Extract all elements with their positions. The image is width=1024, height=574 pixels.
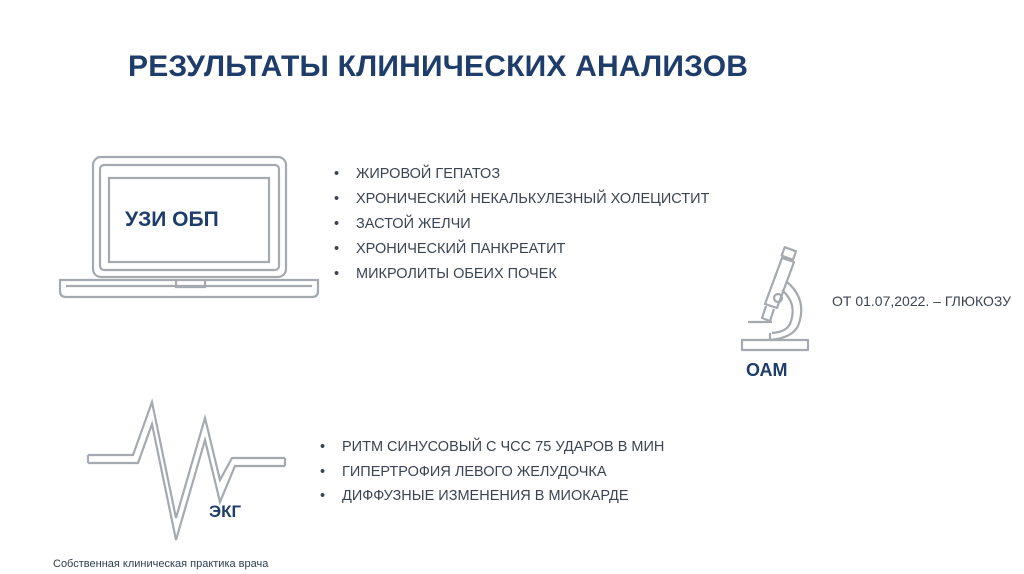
urinalysis-result: ОТ 01.07,2022. – ГЛЮКОЗУ: [832, 293, 1012, 309]
ecg-label: ЭКГ: [209, 502, 242, 521]
list-item: • РИТМ СИНУСОВЫЙ С ЧСС 75 УДАРОВ В МИН: [320, 440, 664, 465]
footer-source: Собственная клиническая практика врача: [53, 558, 269, 570]
list-item: • ХРОНИЧЕСКИЙ НЕКАЛЬКУЛЕЗНЫЙ ХОЛЕЦИСТИТ: [334, 192, 709, 217]
list-item: • ХРОНИЧЕСКИЙ ПАНКРЕАТИТ: [334, 242, 709, 267]
list-item: • ЗАСТОЙ ЖЕЛЧИ: [334, 217, 709, 242]
page-title: РЕЗУЛЬТАТЫ КЛИНИЧЕСКИХ АНАЛИЗОВ: [128, 50, 749, 83]
list-item: • МИКРОЛИТЫ ОБЕИХ ПОЧЕК: [334, 267, 709, 292]
list-item: • ДИФФУЗНЫЕ ИЗМЕНЕНИЯ В МИОКАРДЕ: [320, 489, 664, 514]
list-item: • ГИПЕРТРОФИЯ ЛЕВОГО ЖЕЛУДОЧКА: [320, 465, 664, 490]
list-item: • ЖИРОВОЙ ГЕПАТОЗ: [334, 167, 709, 192]
ultrasound-label: УЗИ ОБП: [125, 208, 219, 231]
ecg-findings-list: [320, 440, 664, 514]
urinalysis-label: ОАМ: [746, 360, 788, 380]
